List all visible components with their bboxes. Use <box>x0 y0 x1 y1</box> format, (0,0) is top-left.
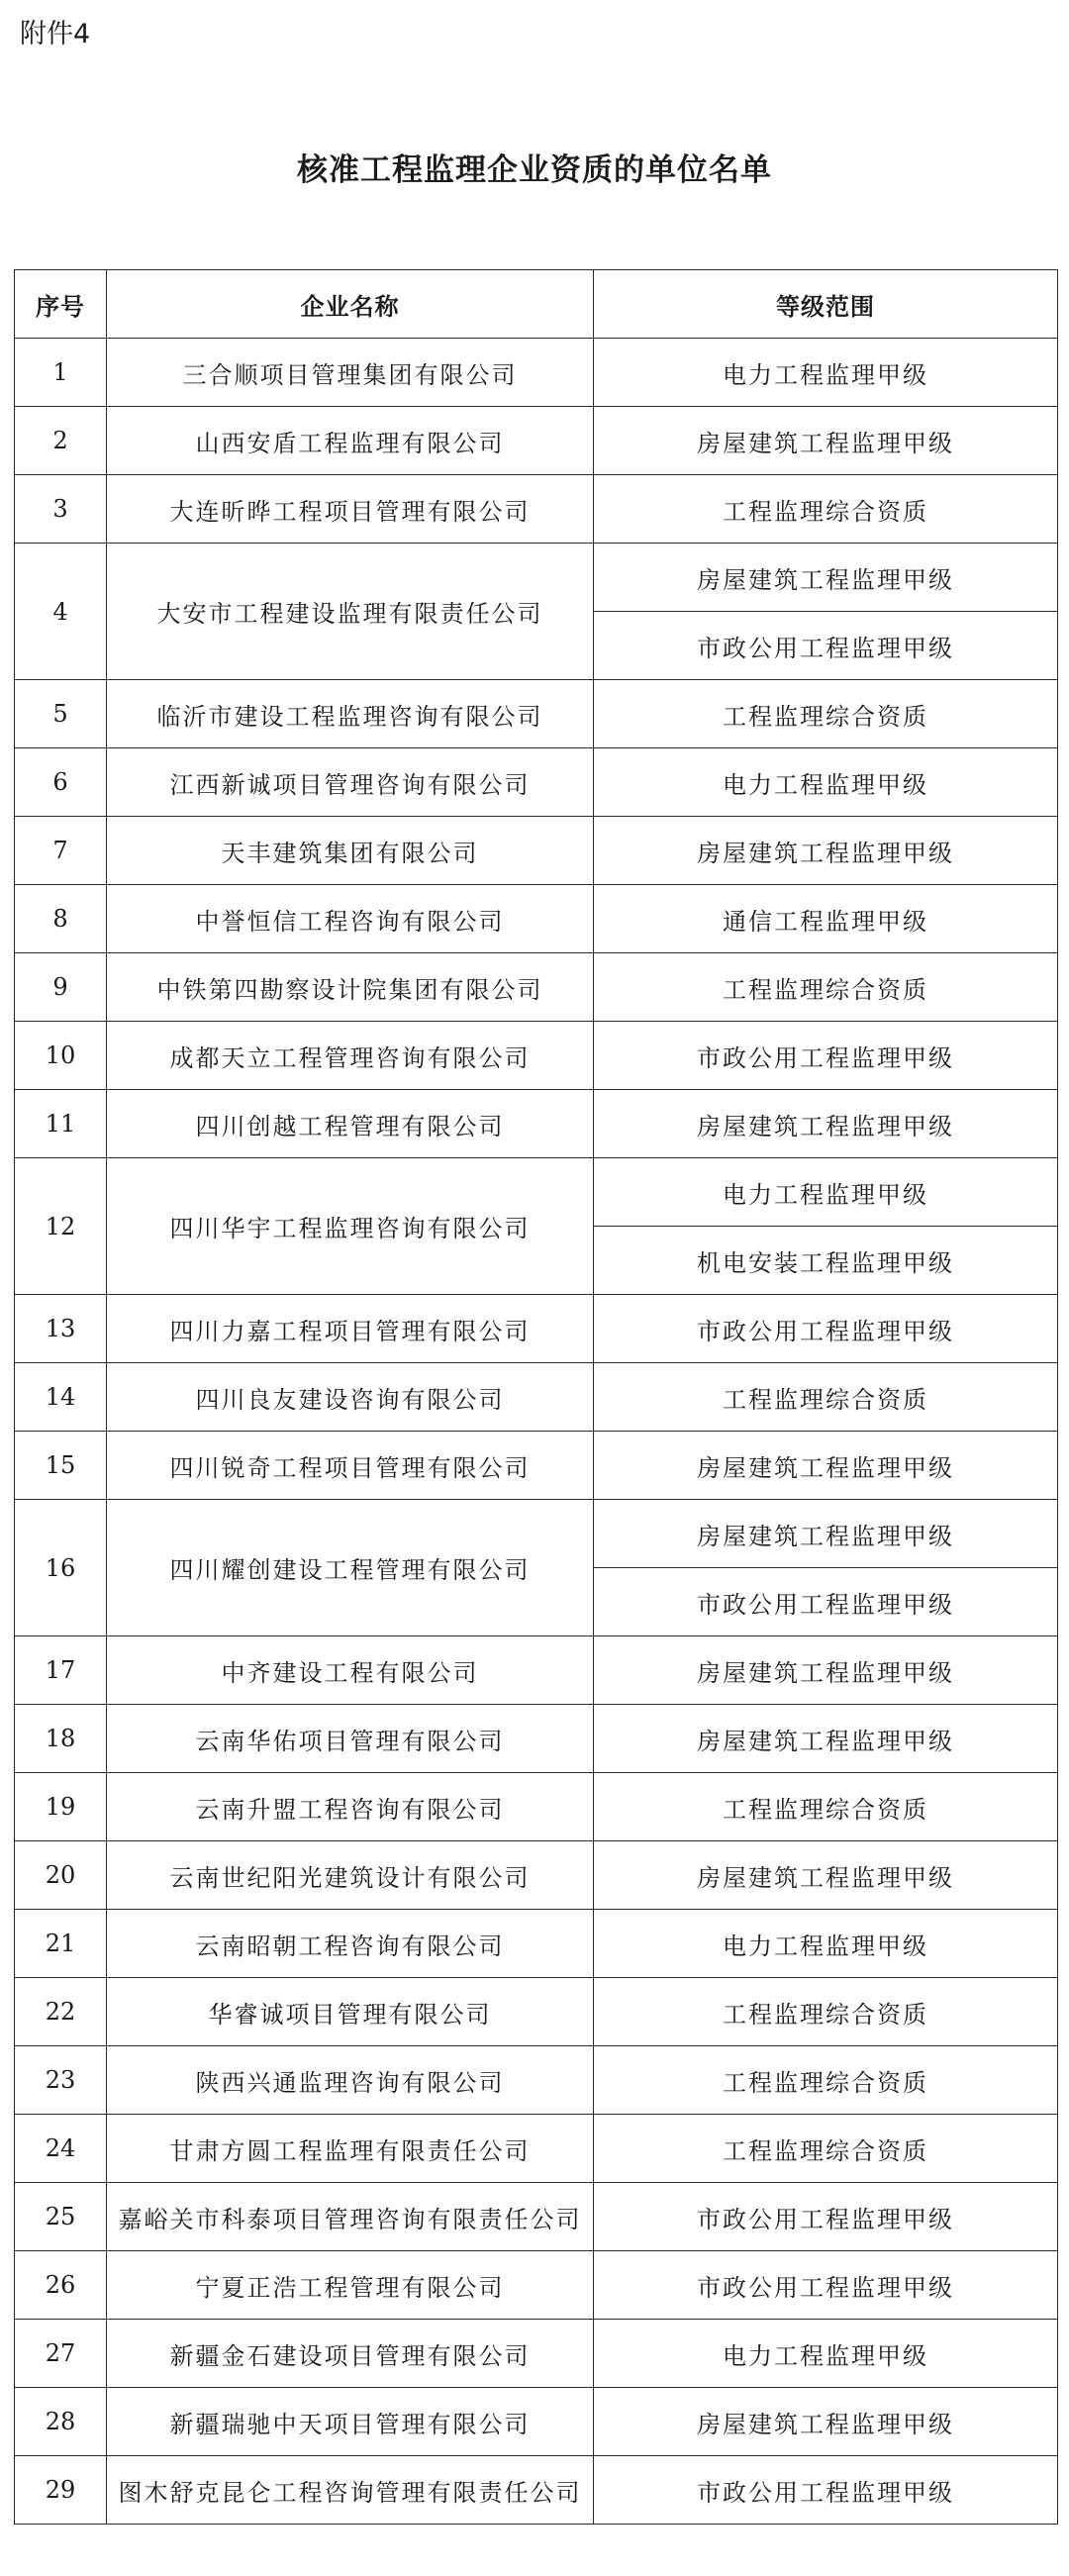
qualification-scope-cell: 工程监理综合资质 <box>594 1773 1058 1841</box>
serial-number-cell: 26 <box>15 2251 107 2320</box>
table-row <box>15 1978 1058 2046</box>
serial-number-cell: 20 <box>15 1841 107 1910</box>
qualification-table <box>14 269 1058 2525</box>
qualification-scope-cell: 房屋建筑工程监理甲级 <box>594 407 1058 475</box>
serial-number-cell: 9 <box>15 953 107 1022</box>
company-name-cell: 中齐建设工程有限公司 <box>107 1636 594 1705</box>
company-name-cell: 四川良友建设咨询有限公司 <box>107 1363 594 1432</box>
document-title: 核准工程监理企业资质的单位名单 <box>297 152 772 188</box>
company-name-cell: 成都天立工程管理咨询有限公司 <box>107 1022 594 1090</box>
qualification-scope-cell: 机电安装工程监理甲级 <box>594 1227 1058 1295</box>
qualification-scope-cell: 房屋建筑工程监理甲级 <box>594 1500 1058 1568</box>
qualification-scope-cell: 房屋建筑工程监理甲级 <box>594 1705 1058 1773</box>
company-name-cell: 大安市工程建设监理有限责任公司 <box>107 544 594 680</box>
company-name-cell: 四川耀创建设工程管理有限公司 <box>107 1500 594 1636</box>
company-name-cell: 陕西兴通监理咨询有限公司 <box>107 2046 594 2115</box>
company-name-cell: 大连昕晔工程项目管理有限公司 <box>107 475 594 544</box>
table-row <box>15 1500 1058 1568</box>
qualification-scope-cell: 电力工程监理甲级 <box>594 1158 1058 1227</box>
header-company-name: 企业名称 <box>107 270 594 339</box>
company-name-cell: 天丰建筑集团有限公司 <box>107 817 594 885</box>
qualification-scope-cell: 市政公用工程监理甲级 <box>594 1022 1058 1090</box>
qualification-scope-cell: 工程监理综合资质 <box>594 1363 1058 1432</box>
serial-number-cell: 4 <box>15 544 107 680</box>
qualification-scope-cell: 市政公用工程监理甲级 <box>594 1568 1058 1636</box>
qualification-scope-cell: 工程监理综合资质 <box>594 2046 1058 2115</box>
table-row <box>15 817 1058 885</box>
table-row <box>15 953 1058 1022</box>
company-name-cell: 新疆瑞驰中天项目管理有限公司 <box>107 2388 594 2456</box>
company-name-cell: 云南昭朝工程咨询有限公司 <box>107 1910 594 1978</box>
serial-number-cell: 13 <box>15 1295 107 1363</box>
company-name-cell: 云南华佑项目管理有限公司 <box>107 1705 594 1773</box>
table-row <box>15 2251 1058 2320</box>
serial-number-cell: 21 <box>15 1910 107 1978</box>
qualification-scope-cell: 房屋建筑工程监理甲级 <box>594 1432 1058 1500</box>
table-row <box>15 1773 1058 1841</box>
table-body <box>15 339 1058 2525</box>
company-name-cell: 图木舒克昆仑工程咨询管理有限责任公司 <box>107 2456 594 2525</box>
company-name-cell: 中誉恒信工程咨询有限公司 <box>107 885 594 953</box>
serial-number-cell: 2 <box>15 407 107 475</box>
serial-number-cell: 29 <box>15 2456 107 2525</box>
company-name-cell: 云南世纪阳光建筑设计有限公司 <box>107 1841 594 1910</box>
serial-number-cell: 28 <box>15 2388 107 2456</box>
qualification-scope-cell: 房屋建筑工程监理甲级 <box>594 1090 1058 1158</box>
serial-number-cell: 8 <box>15 885 107 953</box>
table-row <box>15 1363 1058 1432</box>
qualification-scope-cell: 工程监理综合资质 <box>594 2115 1058 2183</box>
table-row <box>15 885 1058 953</box>
serial-number-cell: 25 <box>15 2183 107 2251</box>
qualification-scope-cell: 市政公用工程监理甲级 <box>594 1295 1058 1363</box>
qualification-scope-cell: 电力工程监理甲级 <box>594 1910 1058 1978</box>
table-row <box>15 407 1058 475</box>
serial-number-cell: 23 <box>15 2046 107 2115</box>
serial-number-cell: 16 <box>15 1500 107 1636</box>
serial-number-cell: 18 <box>15 1705 107 1773</box>
serial-number-cell: 24 <box>15 2115 107 2183</box>
table-row <box>15 1295 1058 1363</box>
company-name-cell: 四川力嘉工程项目管理有限公司 <box>107 1295 594 1363</box>
company-name-cell: 中铁第四勘察设计院集团有限公司 <box>107 953 594 1022</box>
qualification-scope-cell: 电力工程监理甲级 <box>594 339 1058 407</box>
table-row <box>15 2388 1058 2456</box>
table-row <box>15 2320 1058 2388</box>
company-name-cell: 甘肃方圆工程监理有限责任公司 <box>107 2115 594 2183</box>
qualification-scope-cell: 房屋建筑工程监理甲级 <box>594 2388 1058 2456</box>
header-scope: 等级范围 <box>594 270 1058 339</box>
company-name-cell: 山西安盾工程监理有限公司 <box>107 407 594 475</box>
qualification-scope-cell: 房屋建筑工程监理甲级 <box>594 817 1058 885</box>
qualification-scope-cell: 工程监理综合资质 <box>594 1978 1058 2046</box>
serial-number-cell: 1 <box>15 339 107 407</box>
company-name-cell: 嘉峪关市科泰项目管理咨询有限责任公司 <box>107 2183 594 2251</box>
qualification-scope-cell: 房屋建筑工程监理甲级 <box>594 544 1058 612</box>
serial-number-cell: 6 <box>15 748 107 817</box>
serial-number-cell: 11 <box>15 1090 107 1158</box>
serial-number-cell: 22 <box>15 1978 107 2046</box>
table-row <box>15 1910 1058 1978</box>
company-name-cell: 华睿诚项目管理有限公司 <box>107 1978 594 2046</box>
company-name-cell: 四川华宇工程监理咨询有限公司 <box>107 1158 594 1295</box>
table-row <box>15 1432 1058 1500</box>
serial-number-cell: 5 <box>15 680 107 748</box>
qualification-scope-cell: 电力工程监理甲级 <box>594 2320 1058 2388</box>
serial-number-cell: 12 <box>15 1158 107 1295</box>
qualification-scope-cell: 市政公用工程监理甲级 <box>594 2183 1058 2251</box>
company-name-cell: 四川创越工程管理有限公司 <box>107 1090 594 1158</box>
table-row <box>15 1158 1058 1227</box>
table-row <box>15 1636 1058 1705</box>
qualification-scope-cell: 工程监理综合资质 <box>594 953 1058 1022</box>
table-row <box>15 2183 1058 2251</box>
qualification-scope-cell: 工程监理综合资质 <box>594 475 1058 544</box>
attachment-label: 附件4 <box>20 19 91 50</box>
table-row <box>15 1022 1058 1090</box>
serial-number-cell: 27 <box>15 2320 107 2388</box>
qualification-scope-cell: 工程监理综合资质 <box>594 680 1058 748</box>
serial-number-cell: 19 <box>15 1773 107 1841</box>
table-row <box>15 2456 1058 2525</box>
table-row <box>15 544 1058 612</box>
table-header-row <box>15 270 1058 339</box>
serial-number-cell: 10 <box>15 1022 107 1090</box>
qualification-scope-cell: 市政公用工程监理甲级 <box>594 612 1058 680</box>
company-name-cell: 云南升盟工程咨询有限公司 <box>107 1773 594 1841</box>
header-serial: 序号 <box>15 270 107 339</box>
table-row <box>15 1841 1058 1910</box>
table-row <box>15 1090 1058 1158</box>
company-name-cell: 临沂市建设工程监理咨询有限公司 <box>107 680 594 748</box>
serial-number-cell: 7 <box>15 817 107 885</box>
serial-number-cell: 3 <box>15 475 107 544</box>
table-row <box>15 1705 1058 1773</box>
qualification-scope-cell: 市政公用工程监理甲级 <box>594 2456 1058 2525</box>
serial-number-cell: 14 <box>15 1363 107 1432</box>
company-name-cell: 新疆金石建设项目管理有限公司 <box>107 2320 594 2388</box>
table-row <box>15 339 1058 407</box>
table-row <box>15 748 1058 817</box>
table-row <box>15 2046 1058 2115</box>
qualification-scope-cell: 通信工程监理甲级 <box>594 885 1058 953</box>
serial-number-cell: 15 <box>15 1432 107 1500</box>
company-name-cell: 江西新诚项目管理咨询有限公司 <box>107 748 594 817</box>
qualification-scope-cell: 房屋建筑工程监理甲级 <box>594 1636 1058 1705</box>
company-name-cell: 宁夏正浩工程管理有限公司 <box>107 2251 594 2320</box>
table-row <box>15 680 1058 748</box>
qualification-scope-cell: 房屋建筑工程监理甲级 <box>594 1841 1058 1910</box>
table-row <box>15 475 1058 544</box>
qualification-scope-cell: 市政公用工程监理甲级 <box>594 2251 1058 2320</box>
serial-number-cell: 17 <box>15 1636 107 1705</box>
company-name-cell: 三合顺项目管理集团有限公司 <box>107 339 594 407</box>
company-name-cell: 四川锐奇工程项目管理有限公司 <box>107 1432 594 1500</box>
table-row <box>15 2115 1058 2183</box>
qualification-scope-cell: 电力工程监理甲级 <box>594 748 1058 817</box>
